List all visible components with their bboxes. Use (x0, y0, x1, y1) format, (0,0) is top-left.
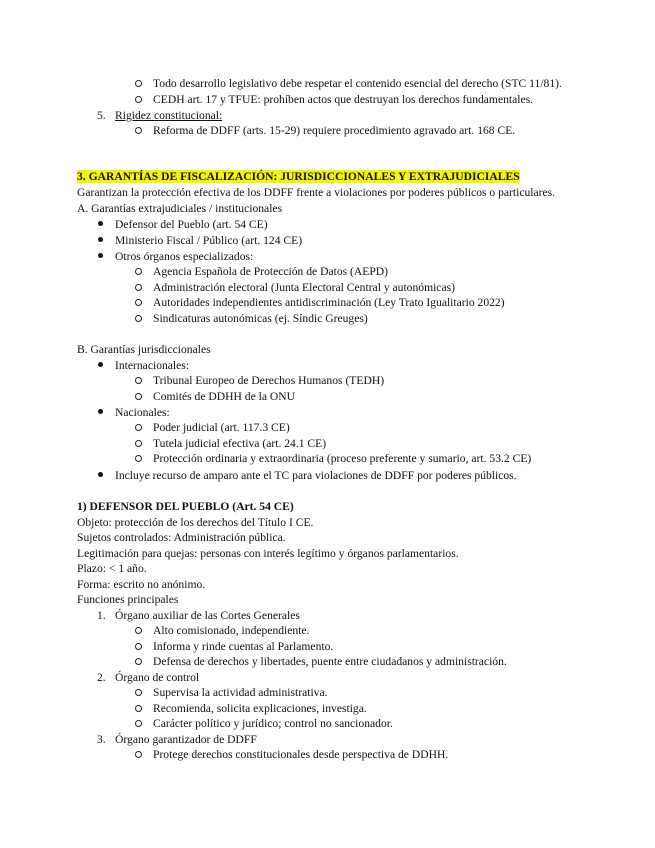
circle-bullet-icon (135, 377, 142, 384)
list-item: Informa y rinde cuentas al Parlamento. (153, 640, 334, 653)
list-item: Reforma de DDFF (arts. 15-29) requiere procedimiento agravado art. 168 CE. (153, 124, 516, 137)
disc-bullet-icon (98, 472, 103, 477)
list-item: Poder judicial (art. 117.3 CE) (153, 421, 290, 434)
paragraph: Funciones principales (77, 593, 179, 606)
disc-bullet-icon (98, 253, 103, 258)
section-title: 1) DEFENSOR DEL PUEBLO (Art. 54 CE) (77, 500, 294, 513)
circle-bullet-icon (135, 751, 142, 758)
list-number: 3. (97, 733, 106, 746)
subsection-title: B. Garantías jurisdiccionales (77, 343, 211, 356)
paragraph: Garantizan la protección efectiva de los DDFF frente a violaciones por poderes públicos o particulares. (77, 186, 556, 199)
list-item: Órgano de control (115, 671, 200, 684)
section-title (77, 169, 520, 184)
circle-bullet-icon (135, 80, 142, 87)
list-item: Internacionales: (115, 359, 190, 372)
list-item: Otros órganos especializados: (115, 250, 254, 263)
circle-bullet-icon (135, 299, 142, 306)
circle-bullet-icon (135, 393, 142, 400)
list-item: Incluye recurso de amparo ante el TC para violaciones de DDFF por poderes públicos. (115, 469, 517, 482)
list-item: Agencia Española de Protección de Datos (AEPD) (153, 265, 389, 278)
circle-bullet-icon (135, 643, 142, 650)
list-item: Nacionales: (115, 406, 170, 419)
circle-bullet-icon (135, 284, 142, 291)
disc-bullet-icon (98, 362, 103, 367)
list-number: 1. (97, 609, 106, 622)
circle-bullet-icon (135, 96, 142, 103)
list-item: Tribunal Europeo de Derechos Humanos (TEDH) (153, 374, 385, 387)
disc-bullet-icon (98, 237, 103, 242)
list-item: Sindicaturas autonómicas (ej. Síndic Greuges) (153, 312, 368, 325)
circle-bullet-icon (135, 455, 142, 462)
circle-bullet-icon (135, 268, 142, 275)
circle-bullet-icon (135, 627, 142, 634)
list-item: Carácter político y jurídico; control no sancionador. (153, 717, 393, 730)
list-item: Comités de DDHH de la ONU (153, 390, 296, 403)
list-item: Administración electoral (Junta Electoral Central y autonómicas) (153, 281, 455, 294)
circle-bullet-icon (135, 720, 142, 727)
circle-bullet-icon (135, 658, 142, 665)
subsection-title: A. Garantías extrajudiciales / institucionales (77, 202, 283, 215)
disc-bullet-icon (98, 409, 103, 414)
paragraph: Legitimación para quejas: personas con interés legítimo y órganos parlamentarios. (77, 547, 459, 560)
circle-bullet-icon (135, 315, 142, 322)
circle-bullet-icon (135, 127, 142, 134)
list-item: Todo desarrollo legislativo debe respetar el contenido esencial del derecho (STC 11/81). (153, 77, 562, 90)
list-item: Autoridades independientes antidiscriminación (Ley Trato Igualitario 2022) (153, 296, 505, 309)
paragraph: Objeto: protección de los derechos del Título I CE. (77, 516, 314, 529)
list-item: Órgano garantizador de DDFF (115, 733, 257, 746)
list-item: Recomienda, solicita explicaciones, investiga. (153, 702, 367, 715)
list-number: 2. (97, 671, 106, 684)
list-item: Ministerio Fiscal / Público (art. 124 CE) (115, 234, 303, 247)
list-item: Defensor del Pueblo (art. 54 CE) (115, 218, 268, 231)
paragraph: Sujetos controlados: Administración pública. (77, 531, 286, 544)
circle-bullet-icon (135, 424, 142, 431)
rigidez-heading: Rigidez constitucional: (115, 109, 223, 122)
list-item: Protección ordinaria y extraordinaria (proceso preferente y sumario, art. 53.2 CE) (153, 452, 532, 465)
circle-bullet-icon (135, 705, 142, 712)
list-item: Alto comisionado, independiente. (153, 624, 310, 637)
list-item: Defensa de derechos y libertades, puente entre ciudadanos y administración. (153, 655, 507, 668)
highlighted-title: 3. GARANTÍAS DE FISCALIZACIÓN: JURISDICCIONALES Y EXTRAJUDICIALES (77, 170, 520, 183)
disc-bullet-icon (98, 221, 103, 226)
list-item: CEDH art. 17 y TFUE: prohíben actos que destruyan los derechos fundamentales. (153, 93, 534, 106)
paragraph: Forma: escrito no anónimo. (77, 578, 206, 591)
list-number: 5. (97, 109, 106, 122)
list-item: Supervisa la actividad administrativa. (153, 686, 328, 699)
circle-bullet-icon (135, 689, 142, 696)
list-item: Órgano auxiliar de las Cortes Generales (115, 609, 300, 622)
paragraph: Plazo: < 1 año. (77, 562, 147, 575)
list-item: Protege derechos constitucionales desde perspectiva de DDHH. (153, 748, 449, 761)
list-item: Tutela judicial efectiva (art. 24.1 CE) (153, 437, 327, 450)
circle-bullet-icon (135, 440, 142, 447)
